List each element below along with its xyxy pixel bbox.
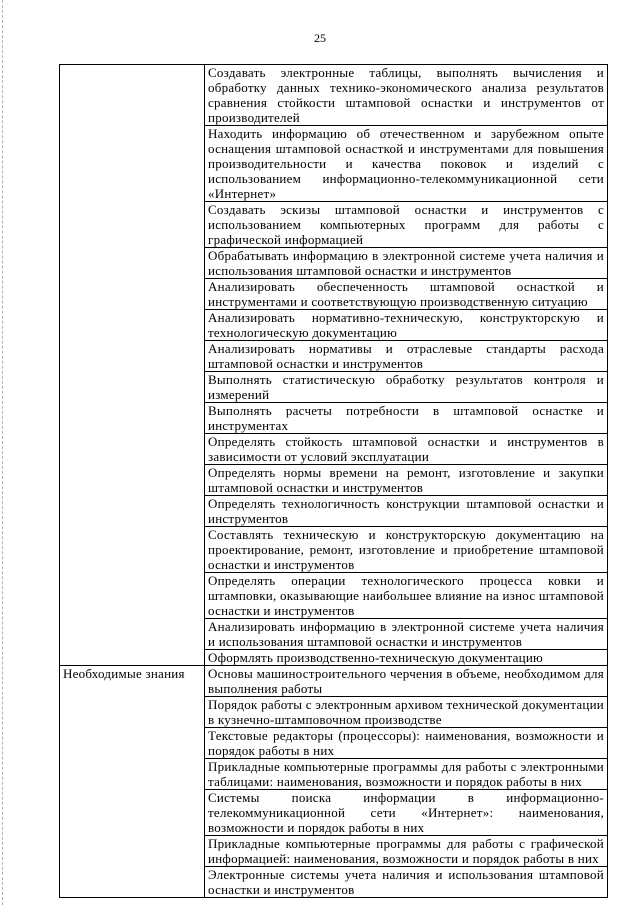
skill-item: Выполнять статистическую обработку результатов контроля и измерений	[205, 372, 608, 403]
scan-edge-line	[2, 0, 3, 905]
skill-item: Определять технологичность конструкции штамповой оснастки и инструментов	[205, 496, 608, 527]
skill-item: Определять стойкость штамповой оснастки и инструментов в зависимости от условий эксплуатации	[205, 434, 608, 465]
skill-item: Оформлять производственно-техническую документацию	[205, 650, 608, 666]
skill-item: Обрабатывать информацию в электронной системе учета наличия и использования штамповой оснастки и инструментов	[205, 248, 608, 279]
skill-item: Определять операции технологического процесса ковки и штамповки, оказывающие наибольшее влияние на износ штамповой оснастки и инструментов	[205, 573, 608, 619]
knowledge-item: Электронные системы учета наличия и использования штамповой оснастки и инструментов	[205, 867, 608, 898]
knowledge-row	[60, 666, 608, 697]
skill-item: Создавать электронные таблицы, выполнять вычисления и обработку данных технико-экономического анализа результатов сравнения стойкости штамповой оснастки и инструментов от производителей	[205, 65, 608, 126]
skill-item: Анализировать обеспеченность штамповой оснасткой и инструментами и соответствующую производственную ситуацию	[205, 279, 608, 310]
knowledge-item: Системы поиска информации в информационно-телекоммуникационной сети «Интернет»: наименования, возможности и порядок работы в них	[205, 790, 608, 836]
knowledge-item: Основы машиностроительного черчения в объеме, необходимом для выполнения работы	[205, 666, 608, 697]
requirements-table-body	[60, 65, 608, 898]
skill-item: Анализировать информацию в электронной системе учета наличия и использования штамповой оснастки и инструментов	[205, 619, 608, 650]
section-label: Необходимые знания	[60, 666, 205, 898]
skill-item: Находить информацию об отечественном и зарубежном опыте оснащения штамповой оснасткой и инструментами для повышения производительности и качества поковок и изделий с использованием информационно-телекоммуникационной сети «Интернет»	[205, 126, 608, 202]
skill-item: Анализировать нормативы и отраслевые стандарты расхода штамповой оснастки и инструментов	[205, 341, 608, 372]
skill-item: Анализировать нормативно-техническую, конструкторскую и технологическую документацию	[205, 310, 608, 341]
section-label	[60, 65, 205, 666]
requirements-table	[59, 64, 608, 898]
knowledge-item: Порядок работы с электронным архивом технической документации в кузнечно-штамповочном производстве	[205, 697, 608, 728]
knowledge-item: Текстовые редакторы (процессоры): наименования, возможности и порядок работы в них	[205, 728, 608, 759]
skill-item: Выполнять расчеты потребности в штамповой оснастке и инструментах	[205, 403, 608, 434]
skill-item: Составлять техническую и конструкторскую документацию на проектирование, ремонт, изготовление и приобретение штамповой оснастки и инструментов	[205, 527, 608, 573]
knowledge-item: Прикладные компьютерные программы для работы с графической информацией: наименования, возможности и порядок работы в них	[205, 836, 608, 867]
page-number: 25	[314, 31, 326, 45]
knowledge-item: Прикладные компьютерные программы для работы с электронными таблицами: наименования, возможности и порядок работы в них	[205, 759, 608, 790]
skill-row	[60, 65, 608, 126]
skill-item: Определять нормы времени на ремонт, изготовление и закупки штамповой оснастки и инструментов	[205, 465, 608, 496]
skill-item: Создавать эскизы штамповой оснастки и инструментов с использованием компьютерных программ для работы с графической информацией	[205, 202, 608, 248]
